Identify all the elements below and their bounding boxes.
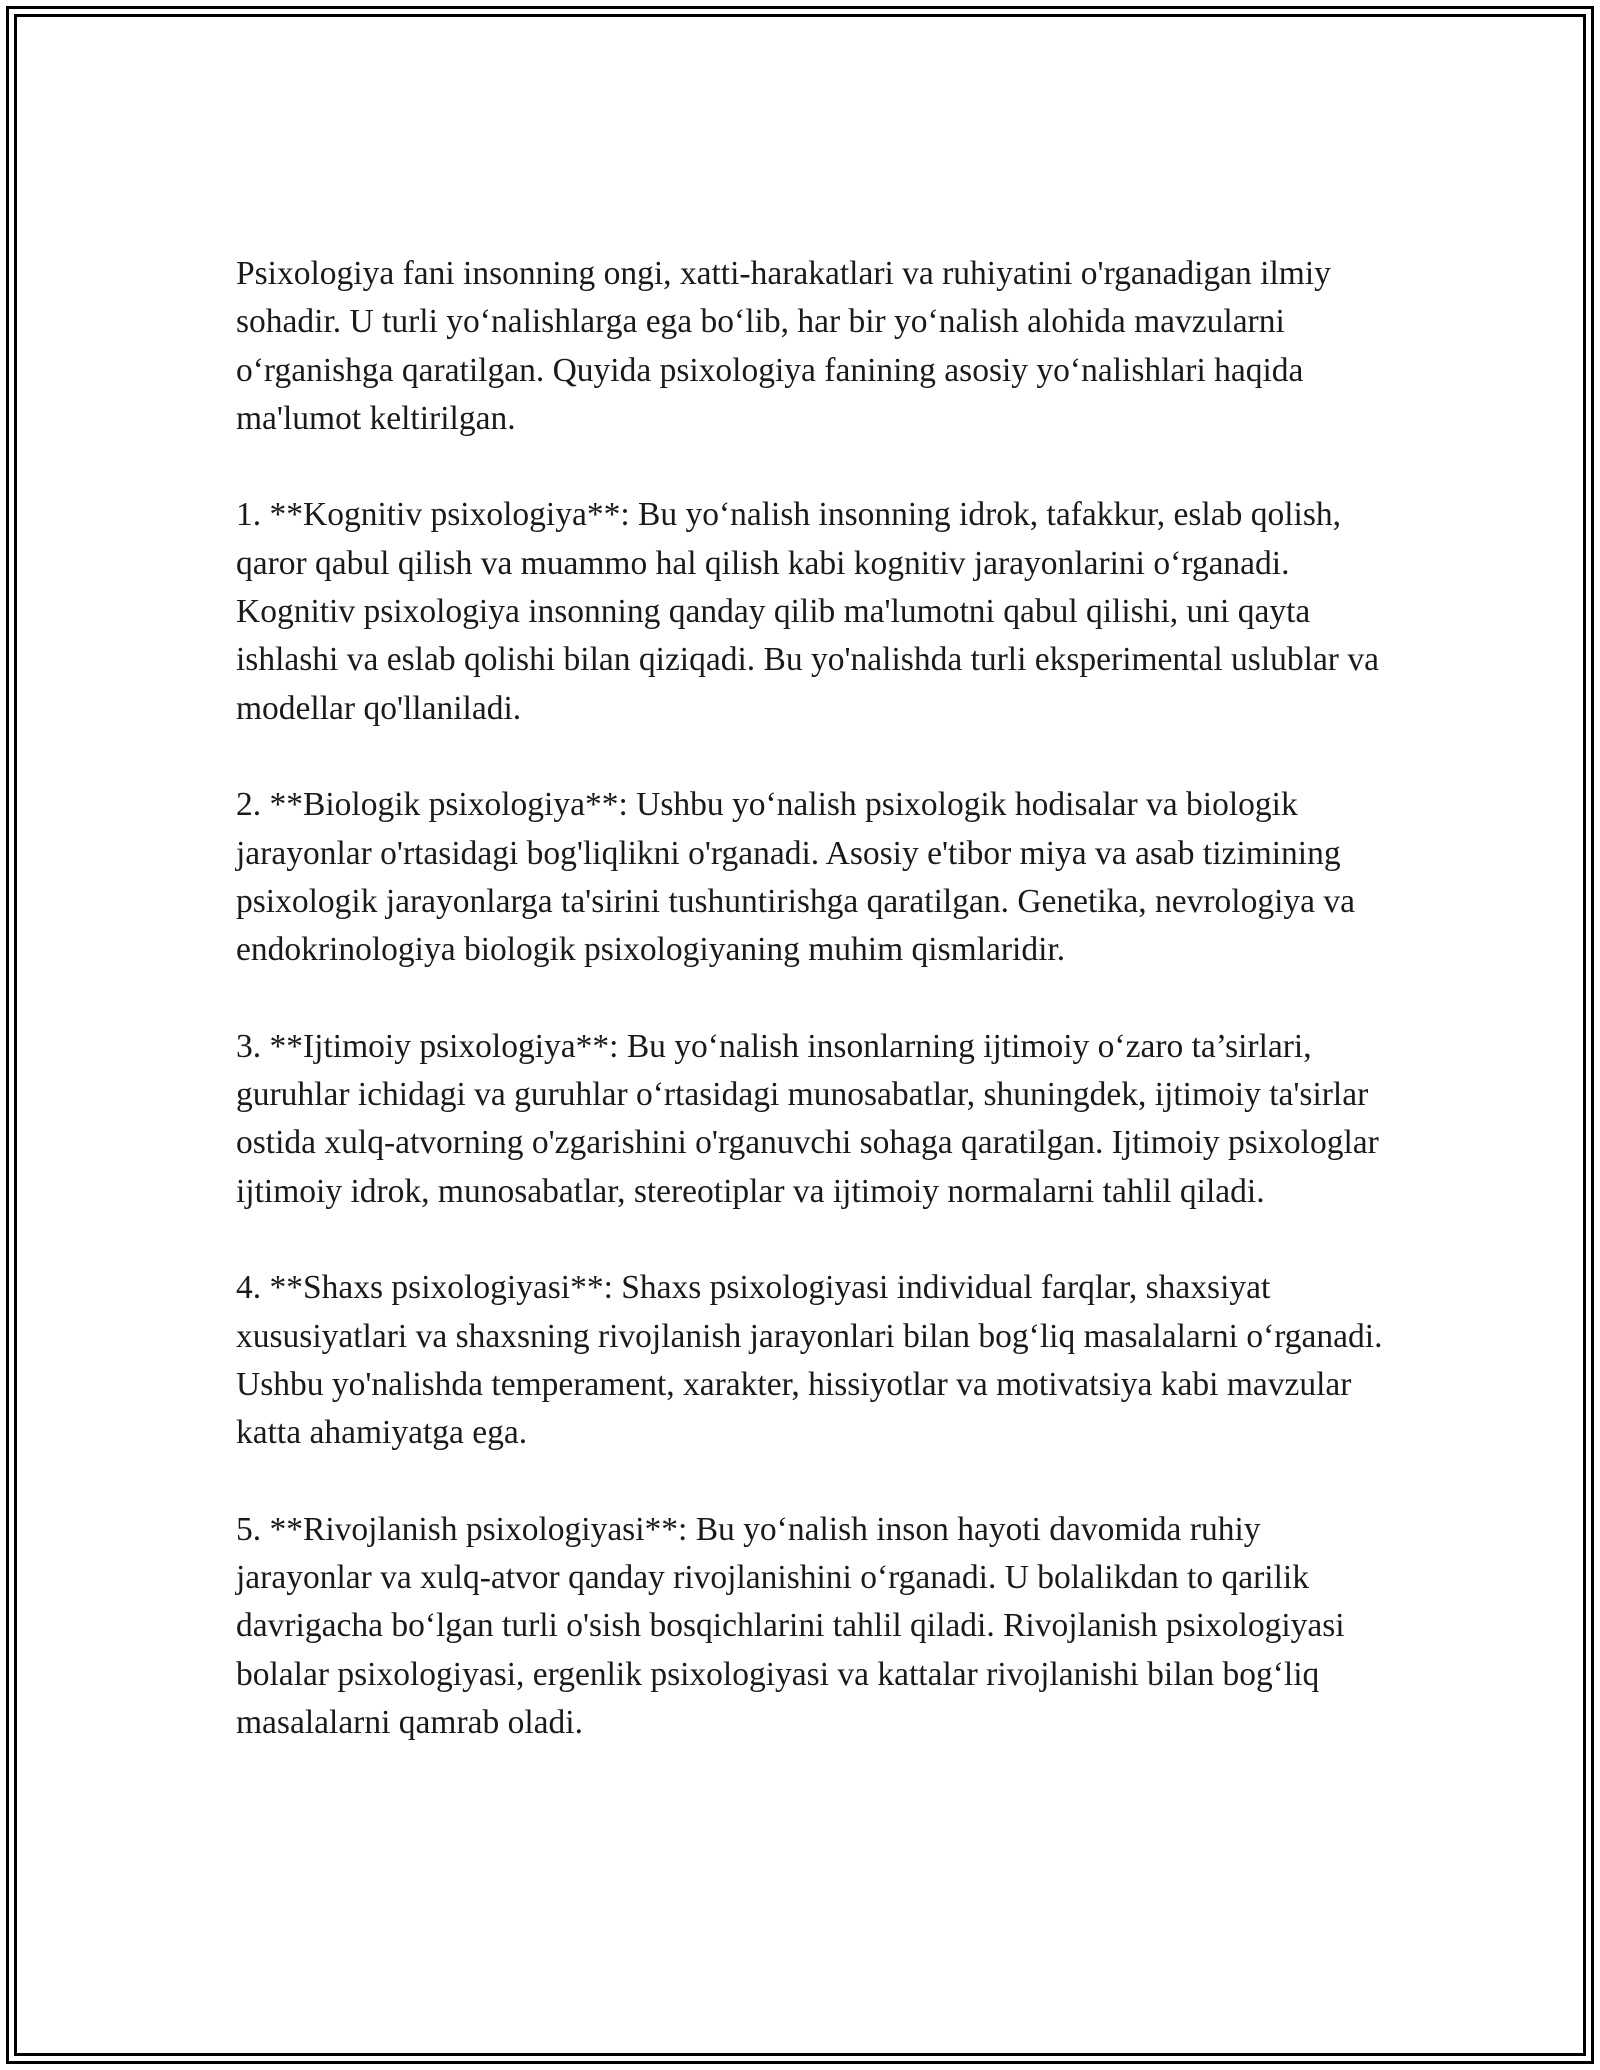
paragraph-cognitive-psychology: 1. **Kognitiv psixologiya**: Bu yo‘nalish insonning idrok, tafakkur, eslab qolish, qaror qabul qilish va muammo hal qilish kabi kognitiv jarayonlarini o‘rganadi. Kognitiv psixologiya insonning qanday qilib ma'lumotni qabul qilishi, uni qayta ishlashi va eslab qolishi bilan qiziqadi. Bu yo'nalishda turli eksperimental uslublar va modellar qo'llaniladi.: [236, 496, 1379, 727]
document-body: [236, 250, 1386, 1747]
paragraph-biological-psychology: 2. **Biologik psixologiya**: Ushbu yo‘nalish psixologik hodisalar va biologik jarayonlar o'rtasidagi bog'liqlikni o'rganadi. Asosiy e'tibor miya va asab tizimining psixologik jarayonlarga ta'sirini tushuntirishga qaratilgan. Genetika, nevrologiya va endokrinologiya biologik psixologiyaning muhim qismlaridir.: [236, 786, 1356, 969]
intro-paragraph: Psixologiya fani insonning ongi, xatti-harakatlari va ruhiyatini o'rganadigan ilmiy sohadir. U turli yo‘nalishlarga ega bo‘lib, har bir yo‘nalish alohida mavzularni o‘rganishga qaratilgan. Quyida psixologiya fanining asosiy yo‘nalishlari haqida ma'lumot keltirilgan.: [236, 255, 1331, 437]
paragraph-developmental-psychology: 5. **Rivojlanish psixologiyasi**: Bu yo‘nalish inson hayoti davomida ruhiy jarayonlar va xulq-atvor qanday rivojlanishini o‘rganadi. U bolalikdan to qarilik davrigacha bo‘lgan turli o'sish bosqichlarini tahlil qiladi. Rivojlanish psixologiyasi bolalar psixologiyasi, ergenlik psixologiyasi va kattalar rivojlanishi bilan bog‘liq masalalarni qamrab oladi.: [236, 1510, 1345, 1741]
paragraph-social-psychology: 3. **Ijtimoiy psixologiya**: Bu yo‘nalish insonlarning ijtimoiy o‘zaro ta’sirlari, guruhlar ichidagi va guruhlar o‘rtasidagi munosabatlar, shuningdek, ijtimoiy ta'sirlar ostida xulq-atvorning o'zgarishini o'rganuvchi sohaga qaratilgan. Ijtimoiy psixologlar ijtimoiy idrok, munosabatlar, stereotiplar va ijtimoiy normalarni tahlil qiladi.: [236, 1027, 1379, 1210]
paragraph-personality-psychology: 4. **Shaxs psixologiyasi**: Shaxs psixologiyasi individual farqlar, shaxsiyat xususiyatlari va shaxsning rivojlanish jarayonlari bilan bog‘liq masalalarni o‘rganadi. Ushbu yo'nalishda temperament, xarakter, hissiyotlar va motivatsiya kabi mavzular katta ahamiyatga ega.: [236, 1269, 1383, 1452]
